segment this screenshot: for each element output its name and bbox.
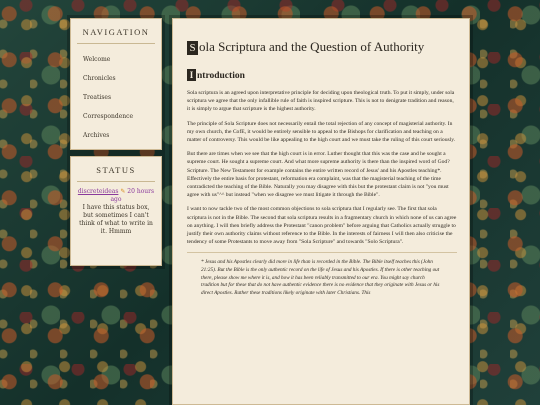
nav-item-welcome[interactable]: Welcome <box>83 56 111 63</box>
navigation-list <box>71 44 161 145</box>
status-title: STATUS <box>77 157 155 182</box>
status-message: I have this status box, but sometimes I can't think of what to write in it. Hmmm <box>79 204 153 235</box>
navigation-title: NAVIGATION <box>77 19 155 44</box>
post-title[interactable] <box>187 39 457 55</box>
status-time: 20 hours ago <box>110 188 155 203</box>
nav-item-treatises[interactable]: Treatises <box>83 94 112 101</box>
section-heading <box>187 69 457 83</box>
status-panel <box>70 156 162 266</box>
title-dropcap: S <box>187 41 198 55</box>
paragraph-2: The principle of Sola Scripture does not necessarily entail the total rejection of any concept of magisterial authority. In my own church, the CofE, it would be entirely sensible to appeal to the Bishops for clarification and teaching on a matter of controversy. This would be like appealing to the high court and we must take the ruling of this court seriously. <box>187 120 456 144</box>
paragraph-1: Sola scriptura is an agreed upon interpretative principle for deciding upon theological truth. To put it simply, under sola scriptura we agree that the only infallible rule of faith is inspired scripture. This is not to denigrate tradition and reason, it is simply to argue that scripture is the highest authority. <box>187 90 455 113</box>
pencil-icon: ✎ <box>120 188 126 195</box>
status-body <box>71 182 161 242</box>
paragraph-3: But there are times when we see that the high court is in error. Luther thought that this was the case and he sought a supreme court. He sought a supreme court. And what more supreme authority is there than the inspired word of God? Scripture. The New Testament for example contains the entire written record of Jesus' and his Apostles teaching*. Effectively the entire basis for protestant, reformation era complaint, was that the magisterial teaching of the time contradicted the teaching of the Bible. Naturally you may disagree with this but the protestant claim is not "you must agree with us"^^ but instead "when we disagree we must litigate it through the Bible". <box>187 151 450 199</box>
nav-item-correspondence[interactable]: Correspondence <box>83 113 134 120</box>
nav-item-archives[interactable]: Archives <box>83 132 110 139</box>
footnote: * Jesus and his Apostles clearly did more in life than is recorded in the Bible. The Bible itself teaches this (John 21:25). But the Bible is the only authentic record on the life of Jesus and his Apostles. If there is other teaching out there, please show me where it is, and how it has been reliably transmitted to our era. You might say church tradition but for these that do not have authentic evidence there is no evidence that they originate with Jesus or his direct Apostles. Rather these traditions likely originate with later Christians. This <box>187 252 457 297</box>
title-text: ola Scriptura and the Question of Authority <box>199 39 425 54</box>
section-dropcap: I <box>187 69 196 81</box>
navigation-panel <box>70 18 162 150</box>
nav-item-chronicles[interactable]: Chronicles <box>83 75 116 82</box>
paragraph-4: I want to now tackle two of the most common objections to sola scriptura that I regularly see. The first that sola scriptura is not in the Bible. The second that sola scriptura results in a fragmentary church in which none of us can agree on anything. I will then briefly address the Protestant "canon problem" before arguing that Catholics actually struggle to justify their own authority claims without reference to the Bible. In the interests of fairness I will then also criticise the tendency of some Protestants to move away from "Sola Scripture" and towards "Solo Scriptura". <box>187 206 457 246</box>
post-panel <box>172 18 470 405</box>
status-user-link[interactable]: discreteideas <box>77 188 119 195</box>
section-heading-text: ntroduction <box>197 71 245 81</box>
post-article <box>187 39 457 297</box>
